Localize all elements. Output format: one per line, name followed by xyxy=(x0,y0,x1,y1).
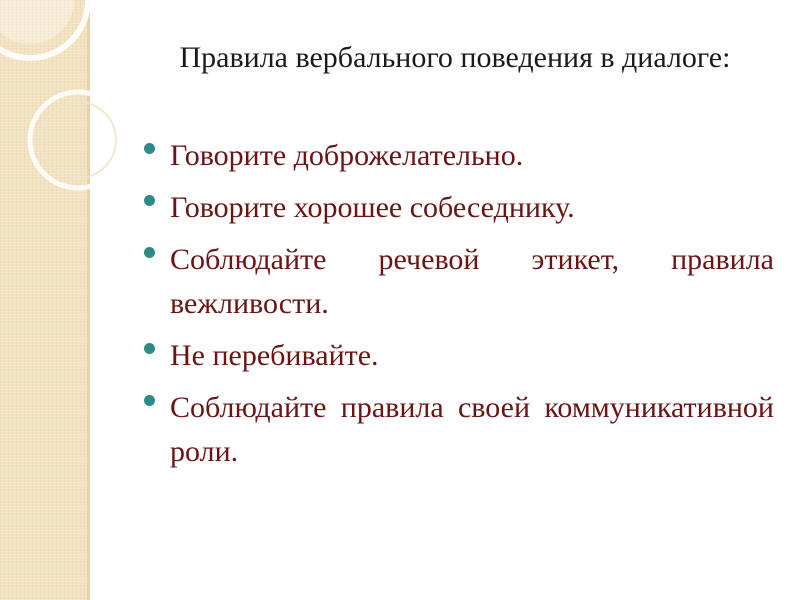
bullet-icon xyxy=(144,195,155,206)
list-item xyxy=(142,334,774,378)
list-item xyxy=(142,134,774,178)
list-item-text: Соблюдайте правила своей коммуникативной роли. xyxy=(170,391,774,468)
bullet-icon xyxy=(144,143,155,154)
list-item xyxy=(142,238,774,326)
list-item xyxy=(142,186,774,230)
list-item-text: Соблюдайте речевой этикет, правила вежливости. xyxy=(170,243,774,320)
list-item xyxy=(142,386,774,474)
bullet-icon xyxy=(144,395,155,406)
list-item-text: Не перебивайте. xyxy=(170,339,379,372)
list-item-text: Говорите доброжелательно. xyxy=(170,139,524,172)
decorative-circles-icon xyxy=(0,0,120,220)
slide-title: Правила вербального поведения в диалоге: xyxy=(179,41,731,74)
rules-list xyxy=(142,134,774,482)
list-item-text: Говорите хорошее собеседнику. xyxy=(170,191,575,224)
bullet-icon xyxy=(144,343,155,354)
bullet-icon xyxy=(144,247,155,258)
